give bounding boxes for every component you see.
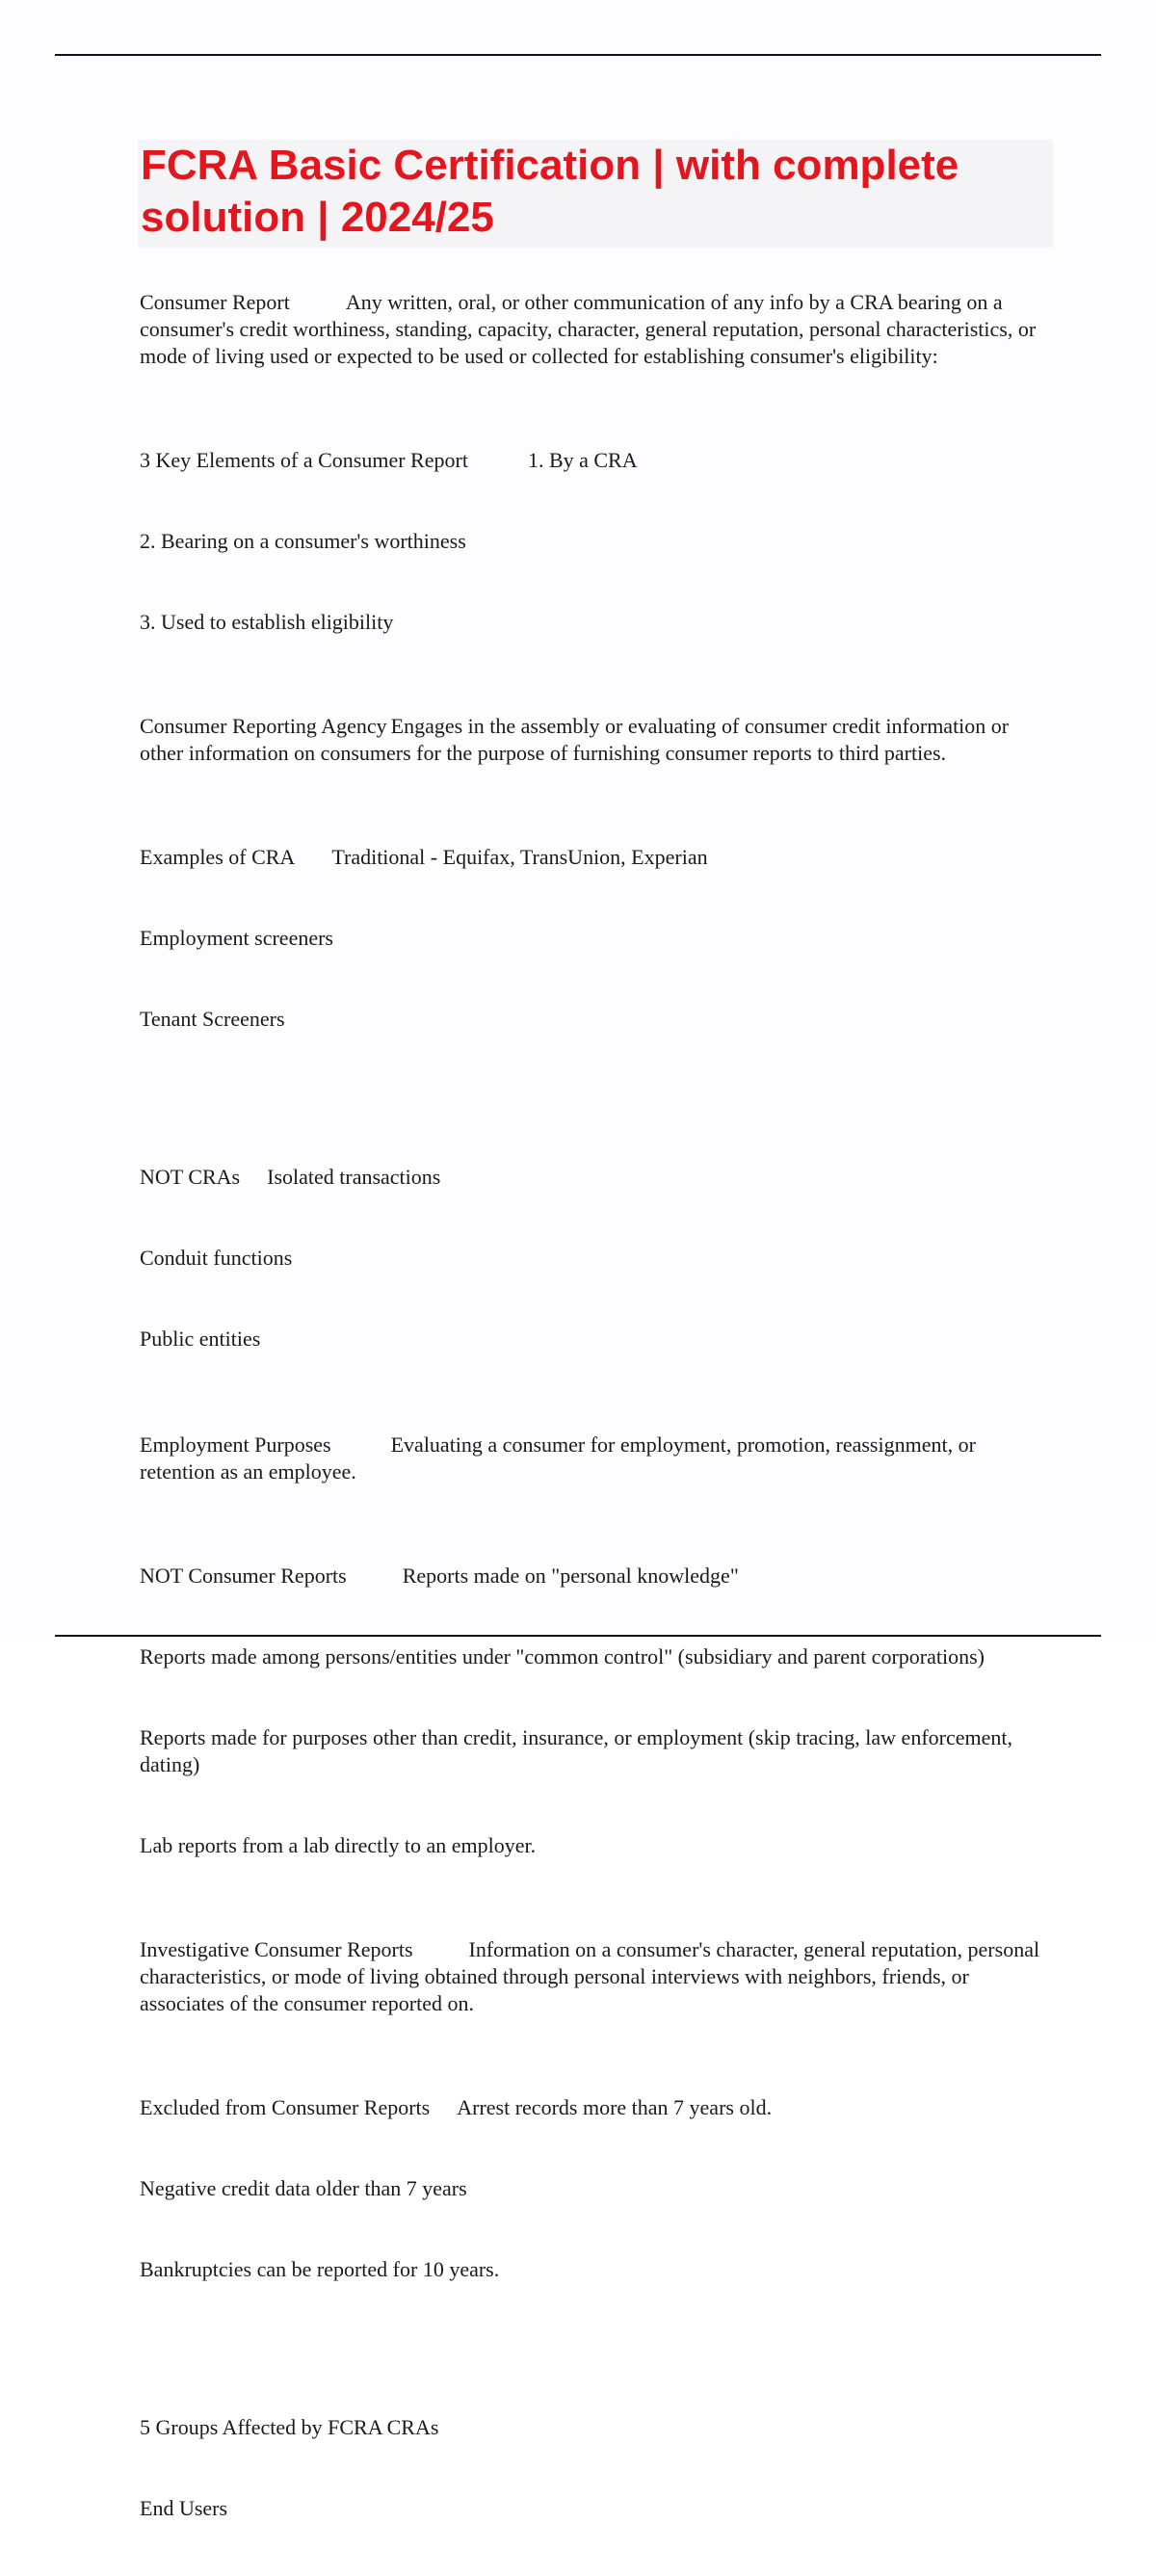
flashcard-definition-line: 3. Used to establish eligibility — [140, 610, 394, 634]
flashcard-definition-line: Traditional - Equifax, TransUnion, Experian — [331, 845, 708, 869]
flashcard-definition-line: Negative credit data older than 7 years — [140, 2176, 467, 2200]
flashcard-term: Investigative Consumer Reports — [140, 1937, 413, 1961]
flashcard-definition: Information on a consumer's character, general reputation, personal characteristics, or mode of living obtained through personal interviews with neighbors, friends, or associates of the consumer reported on. — [140, 1937, 1045, 2015]
flashcard-term: 5 Groups Affected by FCRA — [140, 2415, 383, 2439]
flashcard-list — [140, 289, 1055, 2576]
flashcard-entry — [140, 289, 1055, 370]
flashcard-term: NOT Consumer Reports — [140, 1564, 347, 1588]
flashcard-definition-line: Reports made on "personal knowledge" — [402, 1564, 739, 1588]
flashcard-term: Consumer Reporting Agency — [140, 714, 387, 738]
flashcard-definition-line: Reports made among persons/entities under "common control" (subsidiary and parent corporations) — [140, 1644, 985, 1669]
flashcard-entry — [140, 1432, 1055, 1485]
flashcard-definition-line: Bankruptcies can be reported for 10 years. — [140, 2257, 500, 2281]
flashcard-entry — [140, 1509, 1055, 1913]
flashcard-entry — [140, 790, 1055, 1087]
flashcard-entry — [140, 2360, 1055, 2576]
flashcard-definition: Evaluating a consumer for employment, promotion, reassignment, or retention as an employee. — [140, 1433, 982, 1484]
flashcard-term: Consumer Report — [140, 290, 290, 314]
flashcard-entry — [140, 1936, 1055, 2017]
flashcard-definition-line: Isolated transactions — [267, 1165, 441, 1189]
flashcard-definition-line: Employment screeners — [140, 926, 333, 950]
flashcard-entry — [140, 393, 1055, 690]
flashcard-term: Examples of CRA — [140, 845, 296, 869]
top-rule — [55, 54, 1101, 56]
flashcard-entry — [140, 2040, 1055, 2337]
flashcard-term: 3 Key Elements of a Consumer Report — [140, 448, 468, 472]
flashcard-definition-line: 1. By a CRA — [527, 448, 638, 472]
flashcard-definition-line: Reports made for purposes other than credit, insurance, or employment (skip tracing, law enforcement, dating) — [140, 1725, 1018, 1776]
flashcard-entry — [140, 713, 1055, 767]
flashcard-definition-line: End Users — [140, 2496, 228, 2520]
flashcard-definition-line: Lab reports from a lab directly to an employer. — [140, 1833, 537, 1857]
flashcard-entry — [140, 1110, 1055, 1406]
flashcard-definition-line: Public entities — [140, 1327, 261, 1351]
flashcard-definition-line: Arrest records more than 7 years old. — [457, 2095, 773, 2119]
flashcard-definition-line: Tenant Screeners — [140, 1007, 285, 1031]
flashcard-term: Excluded from Consumer Reports — [140, 2095, 431, 2119]
flashcard-definition: Engages in the assembly or evaluating of consumer credit information or other information on consumers for the purpose of furnishing consumer reports to third parties. — [140, 714, 1014, 765]
flashcard-definition: Any written, oral, or other communication of any info by a CRA bearing on a consumer's credit worthiness, standing, capacity, character, general reputation, personal characteristics, or mode of living used or expected to be used or collected for establishing consumer's eligibility: — [140, 290, 1041, 368]
flashcard-term: Employment Purposes — [140, 1433, 331, 1457]
document-title: FCRA Basic Certification | with complete solution | 2024/25 — [141, 142, 959, 241]
flashcard-definition-line: 2. Bearing on a consumer's worthiness — [140, 529, 466, 553]
flashcard-definition-line: CRAs — [386, 2415, 439, 2439]
bottom-rule — [55, 1635, 1101, 1637]
flashcard-definition-line: Conduit functions — [140, 1246, 293, 1270]
flashcard-term: NOT CRAs — [140, 1165, 241, 1189]
